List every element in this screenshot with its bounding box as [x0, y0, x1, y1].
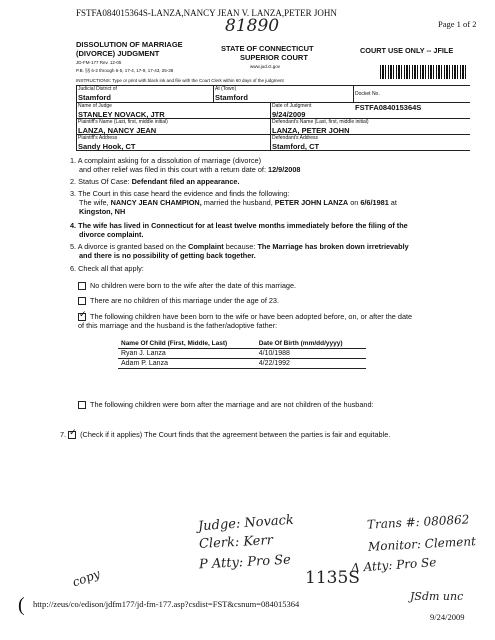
children-table	[118, 339, 366, 369]
page-number: Page 1 of 2	[438, 19, 477, 29]
children-table-header-dob: Date Of Birth (mm/dd/yyyy)	[256, 339, 366, 349]
checkbox-not-husband[interactable]	[78, 401, 86, 409]
table-row	[118, 359, 366, 369]
court-name: SUPERIOR COURT	[240, 53, 308, 62]
item-5: 5. A divorce is granted based on the Complaint because: The Marriage has broken down irretrievably and there is no possibility of getting back together.	[70, 242, 409, 260]
defendant-address-value: Stamford, CT	[272, 142, 320, 151]
judgment-date-label: Date of Judgment	[272, 103, 312, 109]
form-title: DISSOLUTION OF MARRIAGE	[76, 40, 183, 49]
form-number: JD-FM-177 Rev. 12-05	[76, 60, 122, 65]
checkbox-row-no-children: No children were born to the wife after the date of this marriage.	[78, 281, 296, 290]
footer-date: 9/24/2009	[430, 612, 465, 622]
defendant-address-label: Defendant's Address	[272, 135, 318, 141]
footer-url[interactable]: http://zeus/co/edison/jdfm177/jd-fm-177.asp?csdist=FST&csnum=084015364	[33, 599, 300, 609]
website: www.jud.ct.gov	[250, 64, 281, 69]
handwritten-plaintiff-atty: P Atty: Pro Se	[198, 552, 292, 573]
margin-mark: (	[18, 594, 25, 616]
handwritten-initials: JSdm unc	[410, 590, 464, 603]
barcode-image	[380, 65, 468, 79]
defendant-value: LANZA, PETER JOHN	[272, 126, 350, 135]
judge-label: Name of Judge	[78, 103, 112, 109]
court-use-label: COURT USE ONLY -- JFILE	[360, 46, 454, 55]
checkbox-row-not-husband: The following children were born after the marriage and are not children of the husband:	[78, 400, 374, 409]
checkbox-row-under-23: There are no children of this marriage under the age of 23.	[78, 296, 279, 305]
item-1: 1. A complaint asking for a dissolution of marriage (divorce) and other relief was filed in this court with a return date of: 12/9/2008	[70, 156, 301, 174]
child-dob: 4/10/1988	[256, 349, 366, 359]
item-4: 4. The wife has lived in Connecticut for at least twelve months immediately before the filing of the divorce complaint.	[70, 221, 408, 239]
judicial-district-value: Stamford	[78, 93, 111, 102]
docket-label: Docket No.	[355, 91, 380, 97]
item-6: 6. Check all that apply:	[70, 264, 144, 273]
checkbox-under-23[interactable]	[78, 297, 86, 305]
plaintiff-address-label: Plaintiff's Address	[78, 135, 118, 141]
item-3: 3. The Court in this case heard the evidence and finds the following: The wife, NANCY JEAN CHAMPION, married the husband, PETER JOHN LANZA on 6/6/1981 at Kingston, NH	[70, 189, 397, 216]
handwritten-number-2: 1135S	[305, 568, 360, 588]
handwritten-trans: Trans #: 080862	[366, 512, 470, 532]
judgment-date-value: 9/24/2009	[272, 110, 306, 119]
handwritten-copy: copy	[70, 566, 102, 590]
plaintiff-value: LANZA, NANCY JEAN	[78, 126, 157, 135]
child-name: Adam P. Lanza	[118, 359, 256, 369]
town-label: At (Town)	[215, 86, 237, 92]
state-name: STATE OF CONNECTICUT	[221, 44, 314, 53]
handwritten-monitor: Monitor: Clement	[367, 534, 477, 554]
judge-value: STANLEY NOVACK, JTR	[78, 110, 165, 119]
handwritten-judge: Judge: Novack	[197, 512, 295, 535]
plaintiff-address-value: Sandy Hook, CT	[78, 142, 136, 151]
town-value: Stamford	[215, 93, 248, 102]
handwritten-number: 81890	[225, 16, 280, 36]
handwritten-clerk: Clerk: Kerr	[198, 533, 274, 552]
case-caption: FSTFA084015364S-LANZA,NANCY JEAN V. LANZA,PETER JOHN	[76, 8, 337, 18]
practice-book-ref: P.B. §§ 6-2 through 6-5, 17-4, 17-9, 17-43, 25-38	[76, 68, 174, 73]
children-table-header-name: Name Of Child (First, Middle, Last)	[118, 339, 256, 349]
child-name: Ryan J. Lanza	[118, 349, 256, 359]
instructions: INSTRUCTIONS: Type or print with black ink and file with the Court Clerk within 60 days of the judgment	[76, 78, 284, 83]
child-dob: 4/22/1992	[256, 359, 366, 369]
docket-value: FSTFA084015364S	[355, 103, 422, 112]
item-7: 7. ✓ (Check if it applies) The Court finds that the agreement between the parties is fair and equitable.	[60, 430, 390, 439]
defendant-label: Defendant's Name (Last, first, middle initial)	[272, 119, 369, 125]
form-subtitle: (DIVORCE) JUDGMENT	[76, 49, 160, 58]
table-row	[118, 349, 366, 359]
judicial-district-label: Judicial District of	[78, 86, 117, 92]
plaintiff-label: Plaintiff's Name (Last, first, middle initial)	[78, 119, 168, 125]
checkbox-row-children-born: ✓The following children have been born to the wife or have been adopted before, on, or after the date of this marriage and the husband is the father/adoptive father:	[78, 312, 412, 330]
checkbox-no-children[interactable]	[78, 282, 86, 290]
handwritten-defendant-atty: Δ Atty: Pro Se	[350, 555, 437, 575]
checkbox-children-born[interactable]	[78, 313, 86, 321]
item-2: 2. Status Of Case: Defendant filed an appearance.	[70, 177, 240, 186]
checkbox-agreement-fair[interactable]	[68, 431, 76, 439]
